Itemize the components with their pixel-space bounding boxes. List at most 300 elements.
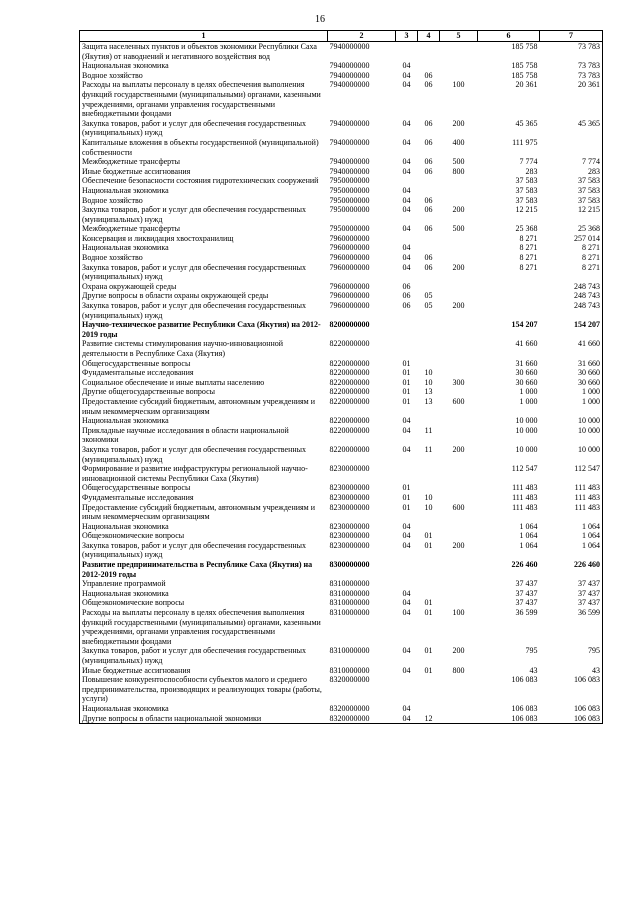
cell-amount-1: 37 583 bbox=[515, 185, 538, 195]
cell-amount-2: 12 215 bbox=[540, 205, 603, 224]
cell-section: 01 bbox=[402, 483, 411, 493]
cell-code: 8320000000 bbox=[328, 714, 396, 724]
cell-section bbox=[396, 320, 418, 339]
table-row bbox=[80, 531, 603, 541]
cell-amount-1: 1 064 bbox=[519, 531, 538, 541]
header-col-2: 2 bbox=[328, 31, 396, 42]
cell-amount-1: 7 774 bbox=[519, 157, 538, 167]
cell-expense-type: 400 bbox=[452, 137, 465, 147]
cell-amount-2: 36 599 bbox=[540, 608, 603, 646]
cell-expense-type bbox=[440, 368, 478, 378]
cell-amount-2: 43 bbox=[540, 666, 603, 676]
cell-amount-1: 41 660 bbox=[515, 339, 538, 349]
table-row bbox=[80, 80, 603, 118]
table-row bbox=[80, 243, 603, 253]
cell-section: 04 bbox=[402, 137, 411, 147]
cell-amount-2: 73 783 bbox=[540, 61, 603, 71]
cell-name: Национальная экономика bbox=[80, 416, 328, 426]
cell-amount-1: 185 758 bbox=[511, 42, 538, 51]
cell-section: 04 bbox=[402, 665, 411, 675]
cell-name: Предоставление субсидий бюджетным, автономным учреждениям и иным некоммерческим организациям bbox=[80, 503, 328, 522]
table-row bbox=[80, 646, 603, 665]
cell-subsection bbox=[418, 522, 440, 532]
cell-expense-type bbox=[440, 71, 478, 81]
cell-section: 06 bbox=[402, 281, 411, 291]
table-row bbox=[80, 234, 603, 244]
cell-expense-type: 800 bbox=[452, 166, 465, 176]
cell-amount-2: 257 014 bbox=[540, 234, 603, 244]
cell-section: 04 bbox=[402, 444, 411, 454]
cell-amount-2: 73 783 bbox=[540, 71, 603, 81]
cell-code: 8220000000 bbox=[329, 416, 370, 426]
cell-code: 7950000000 bbox=[329, 195, 370, 205]
cell-expense-type bbox=[440, 61, 478, 71]
cell-amount-2: 45 365 bbox=[540, 119, 603, 138]
cell-amount-2: 7 774 bbox=[540, 157, 603, 167]
cell-amount-1: 111 483 bbox=[512, 483, 538, 493]
cell-name: Другие вопросы в области охраны окружающей среды bbox=[80, 291, 328, 301]
cell-code: 8300000000 bbox=[329, 560, 370, 570]
cell-name: Водное хозяйство bbox=[80, 71, 328, 81]
cell-subsection bbox=[418, 704, 440, 714]
table-row bbox=[80, 714, 603, 724]
cell-section: 04 bbox=[402, 262, 411, 272]
cell-name: Другие вопросы в области национальной экономики bbox=[80, 714, 328, 724]
cell-name: Общеэкономические вопросы bbox=[80, 598, 328, 608]
cell-name: Иные бюджетные ассигнования bbox=[80, 167, 328, 177]
cell-subsection: 06 bbox=[424, 205, 433, 215]
cell-amount-1: 283 bbox=[525, 166, 538, 176]
cell-section: 04 bbox=[402, 703, 411, 713]
cell-code: 7940000000 bbox=[329, 137, 370, 147]
cell-expense-type bbox=[440, 196, 478, 206]
cell-subsection bbox=[418, 560, 440, 579]
cell-amount-1: 36 599 bbox=[515, 608, 538, 618]
cell-section: 01 bbox=[402, 387, 411, 397]
budget-table bbox=[79, 30, 603, 724]
cell-section: 04 bbox=[402, 608, 411, 618]
cell-code: 8220000000 bbox=[329, 425, 370, 435]
cell-code: 8230000000 bbox=[329, 540, 370, 550]
cell-section: 04 bbox=[402, 531, 411, 541]
cell-expense-type bbox=[440, 416, 478, 426]
cell-subsection: 10 bbox=[424, 502, 433, 512]
cell-subsection: 10 bbox=[424, 368, 433, 378]
cell-amount-1: 1 064 bbox=[519, 521, 538, 531]
cell-name: Водное хозяйство bbox=[80, 253, 328, 263]
table-row bbox=[80, 205, 603, 224]
cell-name: Национальная экономика bbox=[80, 186, 328, 196]
cell-subsection: 06 bbox=[424, 80, 433, 90]
cell-name: Национальная экономика bbox=[80, 243, 328, 253]
cell-subsection: 06 bbox=[424, 253, 433, 263]
table-row bbox=[80, 464, 603, 483]
table-header-row bbox=[80, 31, 603, 42]
cell-section bbox=[396, 42, 418, 62]
cell-subsection bbox=[418, 579, 440, 589]
cell-amount-2: 37 583 bbox=[540, 196, 603, 206]
cell-subsection: 01 bbox=[424, 540, 433, 550]
cell-subsection: 11 bbox=[424, 425, 433, 435]
cell-subsection: 06 bbox=[424, 224, 433, 234]
cell-amount-1: 30 660 bbox=[515, 377, 538, 387]
table-body bbox=[80, 42, 603, 724]
cell-amount-1: 154 207 bbox=[511, 320, 538, 330]
cell-expense-type: 800 bbox=[452, 665, 465, 675]
cell-name: Общеэкономические вопросы bbox=[80, 531, 328, 541]
cell-amount-2 bbox=[540, 138, 603, 157]
cell-amount-1: 10 000 bbox=[515, 416, 538, 426]
cell-section: 04 bbox=[402, 70, 411, 80]
cell-amount-1: 31 660 bbox=[515, 358, 538, 368]
cell-subsection bbox=[418, 589, 440, 599]
cell-code: 8220000000 bbox=[329, 368, 370, 378]
cell-amount-1: 8 271 bbox=[519, 262, 538, 272]
cell-name: Управление программой bbox=[80, 579, 328, 589]
cell-code: 8310000000 bbox=[329, 646, 370, 656]
cell-name: Научно-техническое развитие Республики Саха (Якутия) на 2012-2019 годы bbox=[80, 320, 328, 339]
cell-amount-1: 45 365 bbox=[515, 118, 538, 128]
cell-section: 04 bbox=[402, 185, 411, 195]
cell-subsection bbox=[418, 359, 440, 369]
cell-section: 04 bbox=[402, 224, 411, 234]
cell-section: 04 bbox=[402, 118, 411, 128]
cell-expense-type bbox=[440, 282, 478, 292]
cell-amount-2: 8 271 bbox=[540, 243, 603, 253]
cell-amount-1: 10 000 bbox=[515, 444, 538, 454]
cell-code: 8220000000 bbox=[329, 396, 370, 406]
cell-amount-2: 111 483 bbox=[540, 503, 603, 522]
cell-code: 7950000000 bbox=[329, 224, 370, 234]
cell-code: 8310000000 bbox=[329, 598, 370, 608]
cell-subsection: 06 bbox=[424, 70, 433, 80]
cell-code: 8310000000 bbox=[329, 588, 370, 598]
cell-expense-type: 500 bbox=[452, 224, 465, 234]
cell-amount-2: 1 000 bbox=[540, 397, 603, 416]
cell-expense-type bbox=[440, 243, 478, 253]
cell-subsection: 06 bbox=[424, 157, 433, 167]
page-number: 16 bbox=[315, 14, 325, 25]
cell-amount-1: 795 bbox=[525, 646, 538, 656]
cell-subsection: 06 bbox=[424, 137, 433, 147]
cell-amount-2: 1 064 bbox=[540, 522, 603, 532]
cell-amount-1 bbox=[478, 301, 540, 320]
cell-amount-2: 8 271 bbox=[540, 263, 603, 282]
cell-code: 8230000000 bbox=[329, 483, 370, 493]
cell-subsection: 10 bbox=[424, 492, 433, 502]
cell-name: Закупка товаров, работ и услуг для обеспечения государственных (муниципальных) нужд bbox=[80, 445, 328, 464]
cell-expense-type bbox=[440, 493, 478, 503]
cell-code: 7940000000 bbox=[329, 70, 370, 80]
table-row bbox=[80, 291, 603, 301]
table-row bbox=[80, 157, 603, 167]
cell-subsection: 05 bbox=[424, 301, 433, 311]
cell-expense-type: 200 bbox=[452, 262, 465, 272]
cell-amount-2: 41 660 bbox=[540, 339, 603, 358]
cell-amount-2: 248 743 bbox=[540, 282, 603, 292]
table-row bbox=[80, 608, 603, 646]
cell-code: 7940000000 bbox=[329, 42, 370, 51]
cell-code: 7940000000 bbox=[329, 118, 370, 128]
cell-name: Общегосударственные вопросы bbox=[80, 483, 328, 493]
cell-amount-2: 1 064 bbox=[540, 531, 603, 541]
cell-expense-type: 600 bbox=[452, 502, 465, 512]
cell-amount-1: 8 271 bbox=[519, 233, 538, 243]
cell-amount-2: 106 083 bbox=[540, 714, 603, 724]
cell-amount-1: 226 460 bbox=[511, 560, 538, 570]
cell-name: Консервация и ликвидация хвостохранилищ bbox=[80, 234, 328, 244]
cell-amount-2: 25 368 bbox=[540, 224, 603, 234]
cell-amount-1: 106 083 bbox=[511, 675, 538, 685]
cell-section bbox=[396, 176, 418, 186]
cell-code: 8230000000 bbox=[329, 531, 370, 541]
cell-expense-type: 600 bbox=[452, 396, 465, 406]
cell-code: 7960000000 bbox=[329, 291, 370, 301]
header-col-3: 3 bbox=[396, 31, 418, 42]
cell-amount-2: 30 660 bbox=[540, 378, 603, 388]
cell-section: 04 bbox=[402, 157, 411, 167]
cell-code: 8220000000 bbox=[329, 339, 370, 349]
cell-subsection: 10 bbox=[424, 377, 433, 387]
table-row bbox=[80, 387, 603, 397]
cell-code: 7950000000 bbox=[329, 185, 370, 195]
cell-section: 01 bbox=[402, 396, 411, 406]
cell-expense-type: 200 bbox=[452, 118, 465, 128]
cell-name: Межбюджетные трансферты bbox=[80, 157, 328, 167]
table-row bbox=[80, 359, 603, 369]
header-col-4: 4 bbox=[418, 31, 440, 42]
table-row bbox=[80, 253, 603, 263]
cell-expense-type: 100 bbox=[452, 608, 465, 618]
cell-amount-2: 111 483 bbox=[540, 493, 603, 503]
cell-name: Национальная экономика bbox=[80, 704, 328, 714]
header-col-5: 5 bbox=[440, 31, 478, 42]
cell-expense-type: 200 bbox=[452, 540, 465, 550]
cell-expense-type: 500 bbox=[452, 157, 465, 167]
cell-code: 7960000000 bbox=[329, 253, 370, 263]
cell-section: 01 bbox=[402, 368, 411, 378]
cell-subsection: 06 bbox=[424, 166, 433, 176]
cell-expense-type: 200 bbox=[452, 444, 465, 454]
cell-expense-type bbox=[440, 359, 478, 369]
cell-section: 04 bbox=[396, 714, 418, 724]
cell-name: Закупка товаров, работ и услуг для обеспечения государственных (муниципальных) нужд bbox=[80, 646, 328, 665]
cell-section: 04 bbox=[402, 243, 411, 253]
cell-code: 7940000000 bbox=[329, 157, 370, 167]
cell-code: 8230000000 bbox=[329, 502, 370, 512]
table-row bbox=[80, 378, 603, 388]
cell-name: Защита населенных пунктов и объектов экономики Республики Саха (Якутия) от наводнений и негативного воздействия вод bbox=[80, 42, 328, 62]
header-col-6: 6 bbox=[478, 31, 540, 42]
cell-amount-1: 37 583 bbox=[515, 195, 538, 205]
cell-code: 8230000000 bbox=[329, 521, 370, 531]
cell-name: Водное хозяйство bbox=[80, 196, 328, 206]
cell-subsection bbox=[418, 61, 440, 71]
cell-subsection bbox=[418, 243, 440, 253]
cell-code: 8220000000 bbox=[329, 444, 370, 454]
cell-code: 7940000000 bbox=[329, 166, 370, 176]
table-row bbox=[80, 301, 603, 320]
cell-section: 04 bbox=[402, 195, 411, 205]
cell-section: 01 bbox=[402, 492, 411, 502]
cell-amount-1: 37 437 bbox=[515, 588, 538, 598]
cell-amount-1: 25 368 bbox=[515, 224, 538, 234]
cell-amount-2: 37 437 bbox=[540, 579, 603, 589]
cell-code: 8220000000 bbox=[329, 377, 370, 387]
cell-amount-1: 1 000 bbox=[519, 387, 538, 397]
cell-code: 8230000000 bbox=[329, 492, 370, 502]
cell-amount-1: 111 483 bbox=[512, 502, 538, 512]
cell-amount-1: 37 437 bbox=[515, 579, 538, 589]
cell-section: 04 bbox=[402, 588, 411, 598]
cell-expense-type bbox=[440, 176, 478, 186]
cell-amount-2: 30 660 bbox=[540, 368, 603, 378]
cell-section: 04 bbox=[402, 61, 411, 71]
cell-amount-1: 106 083 bbox=[511, 703, 538, 713]
cell-subsection: 06 bbox=[424, 195, 433, 205]
cell-amount-2: 8 271 bbox=[540, 253, 603, 263]
cell-code: 8220000000 bbox=[329, 358, 370, 368]
cell-expense-type bbox=[440, 560, 478, 579]
cell-amount-1: 10 000 bbox=[515, 425, 538, 435]
cell-code: 7950000000 bbox=[329, 205, 370, 215]
cell-name: Иные бюджетные ассигнования bbox=[80, 666, 328, 676]
cell-name: Межбюджетные трансферты bbox=[80, 224, 328, 234]
cell-section bbox=[396, 234, 418, 244]
cell-name: Прикладные научные исследования в области национальной экономики bbox=[80, 426, 328, 445]
cell-subsection bbox=[418, 416, 440, 426]
cell-amount-1 bbox=[478, 282, 540, 292]
cell-subsection: 01 bbox=[424, 531, 433, 541]
table-row bbox=[80, 598, 603, 608]
cell-expense-type bbox=[440, 426, 478, 445]
table-row bbox=[80, 675, 603, 704]
cell-code: 7960000000 bbox=[329, 301, 370, 311]
cell-amount-2: 10 000 bbox=[540, 426, 603, 445]
cell-expense-type: 200 bbox=[452, 205, 465, 215]
table-row bbox=[80, 176, 603, 186]
table-row bbox=[80, 522, 603, 532]
cell-code: 8220000000 bbox=[329, 387, 370, 397]
table-row bbox=[80, 339, 603, 358]
cell-name: Формирование и развитие инфраструктуры региональной научно-инновационной системы Республики Саха (Якутия) bbox=[80, 464, 328, 483]
cell-amount-2: 37 437 bbox=[540, 589, 603, 599]
cell-section bbox=[396, 464, 418, 483]
cell-amount-1: 37 437 bbox=[515, 598, 538, 608]
cell-section: 04 bbox=[402, 253, 411, 263]
table-row bbox=[80, 426, 603, 445]
cell-name: Фундаментальные исследования bbox=[80, 368, 328, 378]
cell-name: Закупка товаров, работ и услуг для обеспечения государственных (муниципальных) нужд bbox=[80, 263, 328, 282]
cell-expense-type bbox=[440, 464, 478, 483]
cell-amount-1: 8 271 bbox=[519, 253, 538, 263]
cell-expense-type bbox=[440, 531, 478, 541]
cell-section: 04 bbox=[402, 598, 411, 608]
table-row bbox=[80, 224, 603, 234]
cell-amount-2: 248 743 bbox=[540, 291, 603, 301]
cell-subsection bbox=[418, 464, 440, 483]
cell-expense-type bbox=[440, 579, 478, 589]
cell-amount-1: 37 583 bbox=[515, 176, 538, 186]
cell-expense-type bbox=[440, 42, 478, 62]
cell-subsection: 12 bbox=[418, 714, 440, 724]
cell-amount-2: 248 743 bbox=[540, 301, 603, 320]
cell-amount-1 bbox=[478, 291, 540, 301]
cell-subsection bbox=[418, 42, 440, 62]
cell-code: 8320000000 bbox=[329, 703, 370, 713]
cell-section: 01 bbox=[402, 358, 411, 368]
cell-amount-2: 37 583 bbox=[540, 186, 603, 196]
cell-code: 7960000000 bbox=[329, 281, 370, 291]
cell-amount-2: 10 000 bbox=[540, 445, 603, 464]
cell-section: 04 bbox=[402, 80, 411, 90]
table-row bbox=[80, 167, 603, 177]
cell-amount-2: 283 bbox=[540, 167, 603, 177]
cell-amount-1: 43 bbox=[529, 665, 538, 675]
cell-amount-1: 1 064 bbox=[519, 540, 538, 550]
cell-amount-1: 12 215 bbox=[515, 205, 538, 215]
cell-subsection: 01 bbox=[424, 608, 433, 618]
cell-name: Обеспечение безопасности состояния гидротехнических сооружений bbox=[80, 176, 328, 186]
cell-expense-type: 200 bbox=[452, 646, 465, 656]
cell-section bbox=[396, 675, 418, 704]
cell-amount-2: 106 083 bbox=[540, 704, 603, 714]
cell-amount-2: 37 437 bbox=[540, 598, 603, 608]
cell-name: Другие общегосударственные вопросы bbox=[80, 387, 328, 397]
cell-code: 8310000000 bbox=[329, 579, 370, 589]
cell-name: Закупка товаров, работ и услуг для обеспечения государственных (муниципальных) нужд bbox=[80, 119, 328, 138]
cell-subsection: 06 bbox=[424, 262, 433, 272]
cell-code: 8320000000 bbox=[329, 675, 370, 685]
table-row bbox=[80, 282, 603, 292]
cell-section: 04 bbox=[402, 646, 411, 656]
cell-amount-1: 20 361 bbox=[515, 80, 538, 90]
cell-name: Охрана окружающей среды bbox=[80, 282, 328, 292]
cell-expense-type bbox=[440, 234, 478, 244]
cell-name: Фундаментальные исследования bbox=[80, 493, 328, 503]
cell-section bbox=[396, 339, 418, 358]
cell-name: Капитальные вложения в объекты государственной (муниципальной) собственности bbox=[80, 138, 328, 157]
cell-name: Закупка товаров, работ и услуг для обеспечения государственных (муниципальных) нужд bbox=[80, 301, 328, 320]
table-row bbox=[80, 483, 603, 493]
cell-name: Социальное обеспечение и иные выплаты населению bbox=[80, 378, 328, 388]
cell-subsection bbox=[418, 675, 440, 704]
cell-subsection: 01 bbox=[424, 646, 433, 656]
cell-expense-type bbox=[440, 598, 478, 608]
cell-code: 7960000000 bbox=[329, 262, 370, 272]
table-row bbox=[80, 416, 603, 426]
cell-amount-1: 30 660 bbox=[515, 368, 538, 378]
cell-code: 7960000000 bbox=[329, 243, 370, 253]
cell-subsection bbox=[418, 234, 440, 244]
table-row bbox=[80, 186, 603, 196]
cell-amount-2: 1 064 bbox=[540, 541, 603, 560]
table-row bbox=[80, 503, 603, 522]
cell-amount-2: 73 783 bbox=[540, 42, 603, 62]
cell-code: 7940000000 bbox=[329, 80, 370, 90]
table-row bbox=[80, 560, 603, 579]
table-row bbox=[80, 589, 603, 599]
cell-amount-1: 111 483 bbox=[512, 492, 538, 502]
cell-expense-type bbox=[440, 589, 478, 599]
cell-amount-2: 31 660 bbox=[540, 359, 603, 369]
cell-name: Национальная экономика bbox=[80, 589, 328, 599]
cell-amount-2: 1 000 bbox=[540, 387, 603, 397]
table-row bbox=[80, 579, 603, 589]
cell-name: Закупка товаров, работ и услуг для обеспечения государственных (муниципальных) нужд bbox=[80, 541, 328, 560]
cell-expense-type bbox=[440, 675, 478, 704]
cell-section: 01 bbox=[402, 377, 411, 387]
